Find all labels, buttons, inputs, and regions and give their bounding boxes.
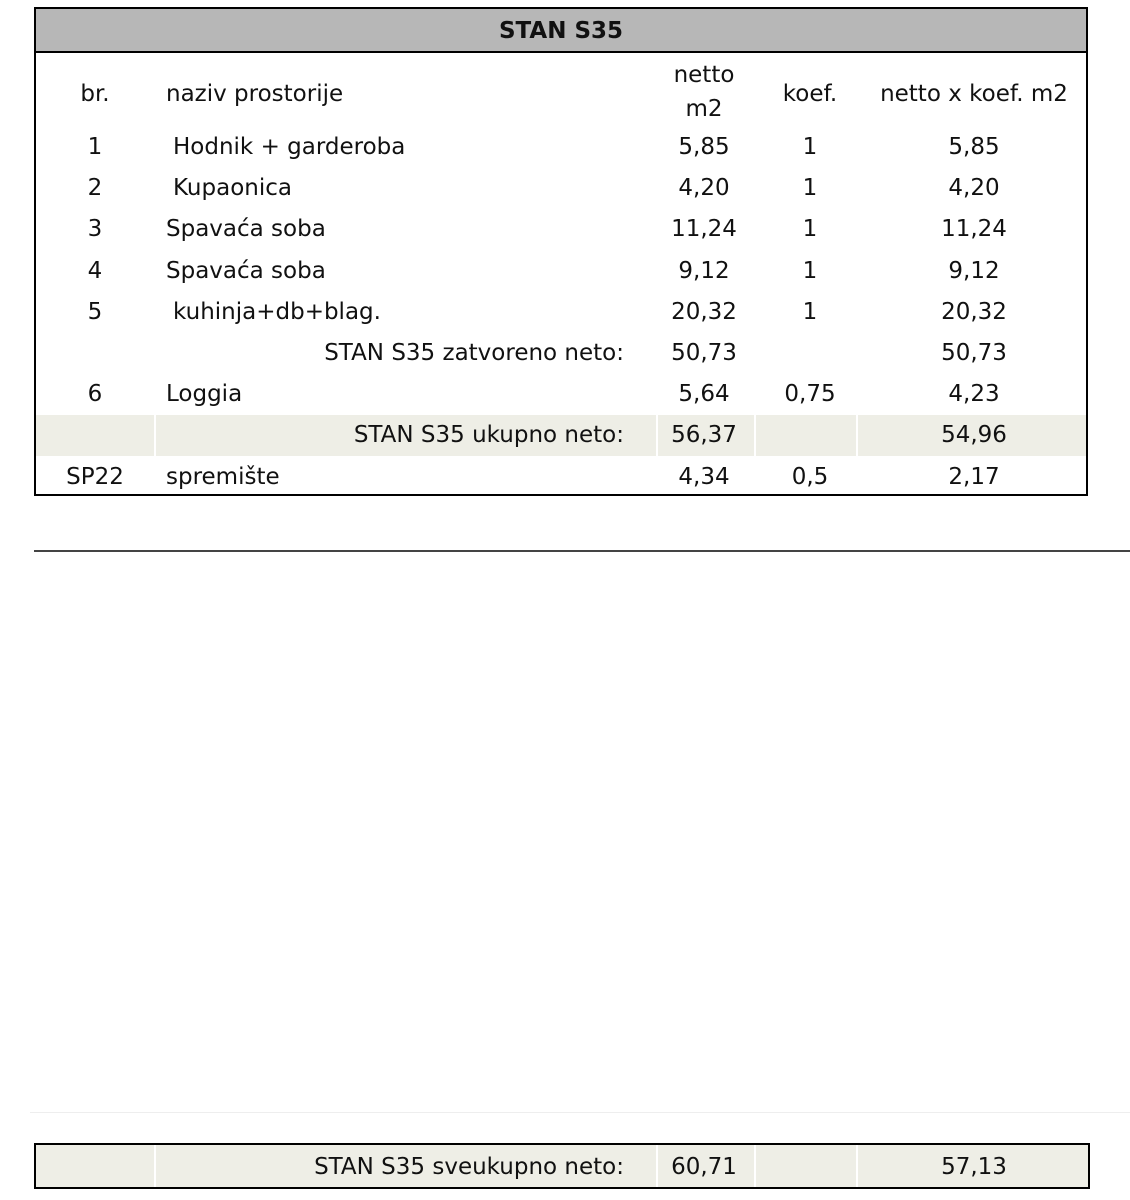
subtotal-closed-netto: 50,73 <box>671 340 737 366</box>
table-header-row <box>36 54 1086 134</box>
row-name: kuhinja+db+blag. <box>173 299 381 325</box>
apartment-area-table <box>34 7 1088 496</box>
storage-koef: 0,5 <box>791 464 829 490</box>
row-br: 1 <box>87 134 103 160</box>
header-netto <box>656 54 752 138</box>
row-total: 9,12 <box>948 258 1000 284</box>
column-separator <box>154 1145 156 1189</box>
table-row <box>36 251 1086 292</box>
header-koef: koef. <box>782 81 838 107</box>
storage-netto: 4,34 <box>678 464 730 490</box>
row-br: 2 <box>87 175 103 201</box>
row-total: 11,24 <box>941 216 1007 242</box>
row-netto: 11,24 <box>671 216 737 242</box>
header-total: netto x koef. m2 <box>880 81 1068 107</box>
table-row <box>36 127 1086 168</box>
header-netto-line2: m2 <box>685 96 723 122</box>
table-row <box>36 168 1086 209</box>
row-total: 5,85 <box>948 134 1000 160</box>
loggia-name: Loggia <box>166 381 243 407</box>
subtotal-closed-row <box>36 333 1086 374</box>
header-name: naziv prostorije <box>166 81 344 107</box>
row-name: Spavaća soba <box>166 258 326 284</box>
loggia-row <box>36 374 1086 415</box>
row-koef: 1 <box>802 134 818 160</box>
grand-total-total: 57,13 <box>941 1154 1007 1180</box>
grand-total-bottom-border <box>34 1187 1090 1189</box>
loggia-koef: 0,75 <box>784 381 836 407</box>
row-netto: 9,12 <box>678 258 730 284</box>
row-br: 4 <box>87 258 103 284</box>
column-separator <box>754 415 756 456</box>
row-koef: 1 <box>802 258 818 284</box>
storage-br: SP22 <box>66 464 124 490</box>
column-separator <box>154 415 156 456</box>
row-koef: 1 <box>802 216 818 242</box>
row-netto: 4,20 <box>678 175 730 201</box>
loggia-total: 4,23 <box>948 381 1000 407</box>
header-netto-line1: netto <box>673 62 735 88</box>
column-separator <box>754 1145 756 1189</box>
header-br: br. <box>80 81 110 107</box>
storage-total: 2,17 <box>948 464 1000 490</box>
grand-total-label: STAN S35 sveukupno neto: <box>314 1154 624 1180</box>
subtotal-total-label: STAN S35 ukupno neto: <box>353 422 624 448</box>
row-total: 20,32 <box>941 299 1007 325</box>
row-netto: 5,85 <box>678 134 730 160</box>
subtotal-total-netto: 56,37 <box>671 422 737 448</box>
subtotal-total-row <box>36 415 1086 456</box>
row-br: 5 <box>87 299 103 325</box>
grand-total-box <box>34 1143 1090 1189</box>
row-name: Spavaća soba <box>166 216 326 242</box>
storage-name: spremište <box>166 464 280 490</box>
table-row <box>36 209 1086 250</box>
row-name: Hodnik + garderoba <box>173 134 406 160</box>
table-row <box>36 292 1086 333</box>
row-koef: 1 <box>802 299 818 325</box>
grand-total-row <box>36 1145 1086 1189</box>
table-title: STAN S35 <box>36 9 1086 53</box>
storage-row <box>36 457 1086 498</box>
faint-divider <box>30 1112 1130 1113</box>
loggia-netto: 5,64 <box>678 381 730 407</box>
row-total: 4,20 <box>948 175 1000 201</box>
horizontal-divider <box>34 550 1130 552</box>
subtotal-total-total: 54,96 <box>941 422 1007 448</box>
row-koef: 1 <box>802 175 818 201</box>
row-name: Kupaonica <box>173 175 292 201</box>
grand-total-netto: 60,71 <box>671 1154 737 1180</box>
row-br: 3 <box>87 216 103 242</box>
subtotal-closed-total: 50,73 <box>941 340 1007 366</box>
row-netto: 20,32 <box>671 299 737 325</box>
loggia-br: 6 <box>87 381 103 407</box>
subtotal-closed-label: STAN S35 zatvoreno neto: <box>324 340 624 366</box>
